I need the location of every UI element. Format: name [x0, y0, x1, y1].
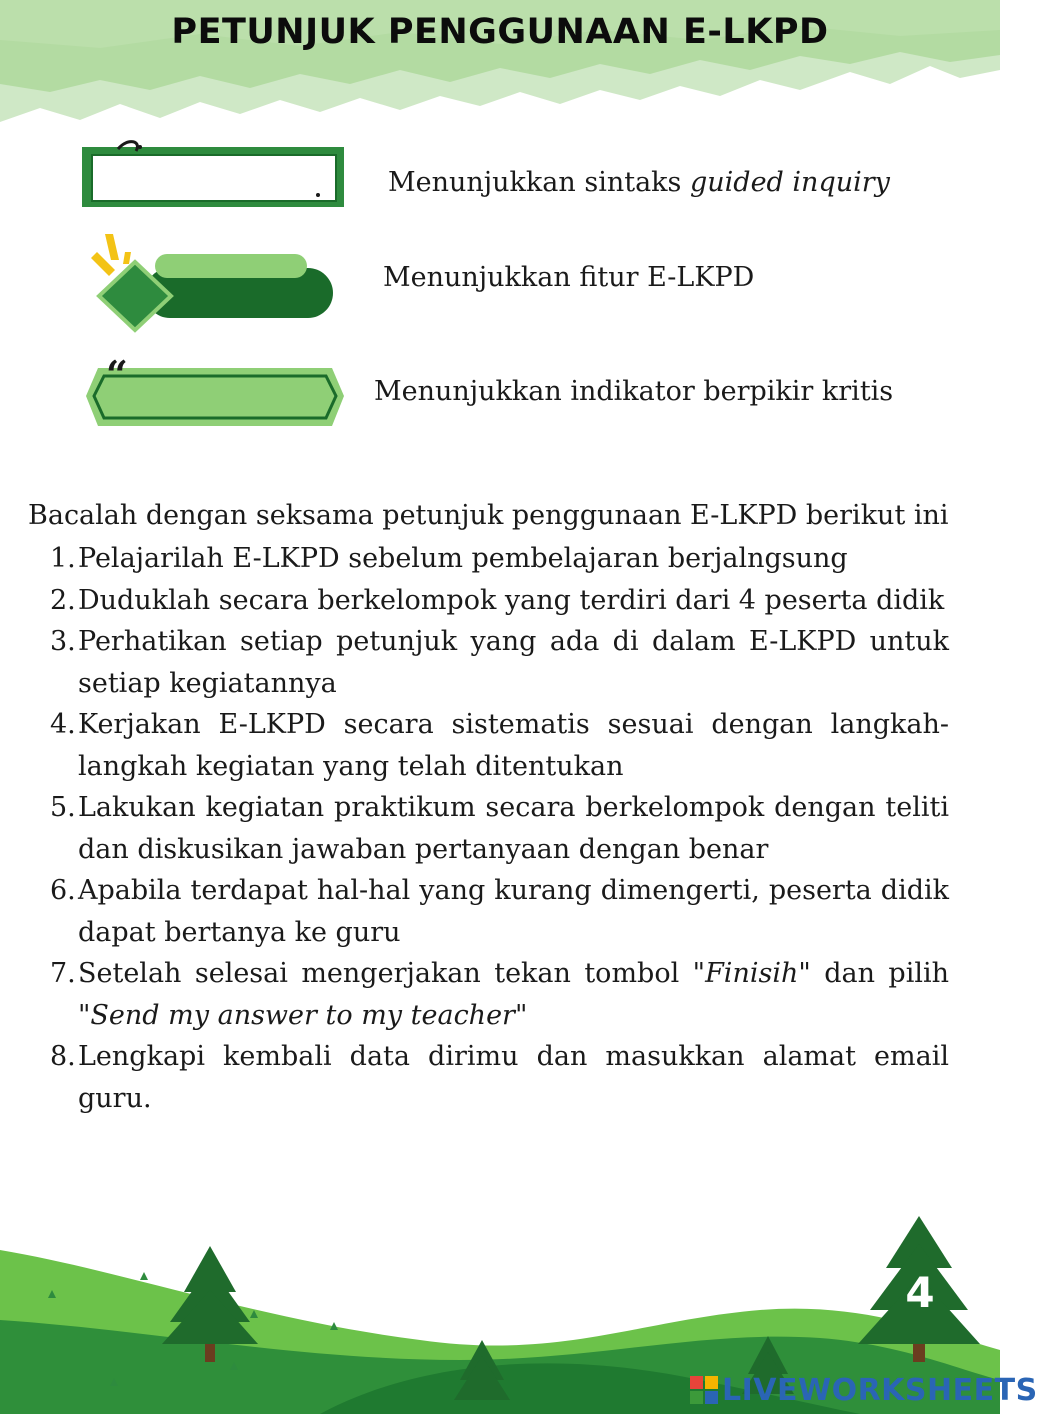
legend-text-feature: Menunjukkan fitur E-LKPD — [383, 262, 755, 293]
legend-text-syntax: Menunjukkan sintaks guided inquiry — [388, 167, 890, 198]
syntax-frame-icon — [78, 135, 348, 215]
liveworksheets-watermark — [690, 1372, 1038, 1408]
svg-text:“: “ — [106, 352, 128, 397]
step-text: " dan pilih " — [78, 958, 949, 1031]
step-text: Finisih — [705, 958, 799, 989]
instruction-step-6 — [28, 870, 949, 953]
step-number: 2. — [50, 584, 76, 616]
step-text: " — [514, 999, 528, 1031]
instruction-step-7 — [28, 953, 949, 1036]
instruction-step-5 — [28, 787, 949, 870]
page-number: 4 — [905, 1268, 935, 1317]
feature-banner-icon — [85, 230, 345, 338]
liveworksheets-logo-icon — [690, 1376, 718, 1404]
step-text: Apabila terdapat hal-hal yang kurang dimengerti, peserta didik dapat bertanya ke guru — [78, 875, 949, 948]
step-text: Kerjakan E-LKPD secara sistematis sesuai dengan langkah-langkah kegiatan yang telah ditentukan — [78, 709, 949, 782]
instruction-step-2 — [28, 580, 949, 622]
step-number: 5. — [50, 792, 76, 823]
step-number: 4. — [50, 709, 76, 740]
instructions-list — [28, 538, 949, 1119]
step-number: 8. — [50, 1041, 76, 1072]
instructions-intro: Bacalah dengan seksama petunjuk penggunaan E-LKPD berikut ini — [28, 500, 949, 531]
step-text: Duduklah secara berkelompok yang terdiri dari 4 peserta didik — [78, 584, 945, 616]
step-text: Lengkapi kembali data dirimu dan masukkan alamat email guru. — [78, 1041, 949, 1114]
instruction-step-4 — [28, 704, 949, 787]
step-text: Perhatikan setiap petunjuk yang ada di dalam E-LKPD untuk setiap kegiatannya — [78, 626, 949, 699]
step-text: Pelajarilah E-LKPD sebelum pembelajaran berjalngsung — [78, 543, 848, 574]
step-number: 7. — [50, 958, 76, 989]
quote-box-icon — [82, 352, 348, 432]
page-title: PETUNJUK PENGGUNAAN E-LKPD — [171, 12, 829, 52]
legend-text-critical-thinking: Menunjukkan indikator berpikir kritis — [374, 376, 894, 407]
step-text: Send my answer to my teacher — [90, 999, 515, 1031]
legend-item-critical-thinking — [0, 352, 1000, 446]
instruction-step-8 — [28, 1036, 949, 1119]
watermark-text: LIVEWORKSHEETS — [722, 1372, 1038, 1408]
step-number: 1. — [50, 543, 76, 574]
step-text: Lakukan kegiatan praktikum secara berkelompok dengan teliti dan diskusikan jawaban pertanyaan dengan benar — [78, 792, 949, 865]
legend-item-syntax — [0, 135, 1000, 225]
legend-item-feature — [0, 230, 1000, 320]
step-text: Setelah selesai mengerjakan tekan tombol " — [78, 958, 706, 989]
instruction-step-3 — [28, 621, 949, 704]
step-number: 6. — [50, 875, 76, 906]
instruction-step-1 — [28, 538, 949, 580]
step-number: 3. — [50, 626, 76, 657]
